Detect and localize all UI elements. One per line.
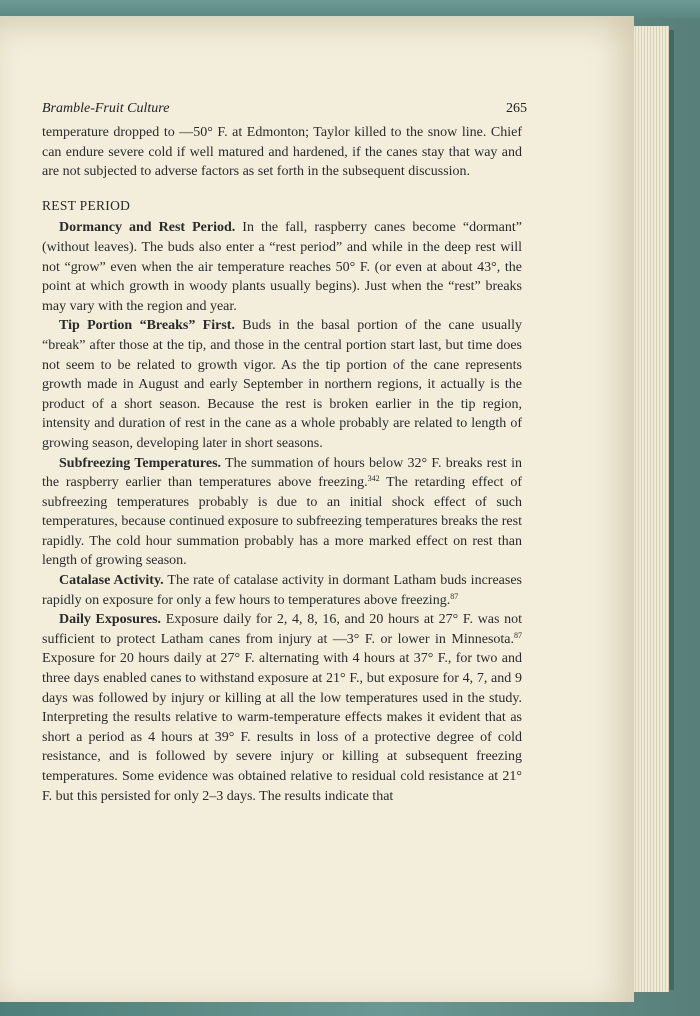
runin-heading: Daily Exposures.	[59, 612, 162, 628]
running-title: Bramble-Fruit Culture	[42, 101, 170, 116]
runin-heading: Subfreezing Temperatures.	[59, 455, 222, 471]
opening-paragraph: temperature dropped to —50° F. at Edmonton; Taylor killed to the snow line. Chief can endure severe cold if well matured and hardened, if the canes stay that way and are not subjected to adverse factors as set forth in the subsequent discussion.	[42, 125, 522, 180]
page-number: 265	[506, 101, 527, 116]
paragraph-text: Buds in the basal portion of the cane usually “break” after those at the tip, and those in the central portion start last, but time does not seem to be related to growth vigor. As the tip portion of the cane represents growth made in August and early September in northern regions, it actually is the product of a short season. Because the rest is broken earlier in the tip region, intensity and duration of rest in the cane as a whole probably are related to length of growing season, developing later in short seasons.	[42, 318, 522, 451]
reference-superscript: 342	[367, 474, 380, 484]
paragraph-catalase	[42, 571, 522, 610]
paragraph-text: The summation of hours below 32° F. breaks rest in the raspberry earlier than temperatures above freezing.	[42, 455, 522, 491]
paragraph-text-continued: The retarding effect of subfreezing temperatures probably is due to an initial shock effect of such temperatures, because continued exposure to subfreezing temperatures breaks the rest rapidly. The cold hour summation probably has a more marked effect on rest than length of growing season.	[42, 475, 522, 569]
paragraph-text-continued: Exposure for 20 hours daily at 27° F. alternating with 4 hours at 37° F., for two and three days enabled canes to withstand exposure at 21° F., but exposure for 4, 7, and 9 days was followed by injury or killing at all the low temperatures used in the study. Interpreting the results relative to warm-temperature effects makes it evident that as short a period as 4 hours at 39° F. results in loss of a protective degree of cold resistance, and is followed by severe injury or killing at subsequent freezing temperatures. Some evidence was obtained relative to residual cold resistance at 21° F. but this persisted for only 2–3 days. The results indicate that	[42, 651, 522, 804]
paragraph-subfreezing	[42, 454, 522, 572]
reference-superscript: 87	[514, 630, 522, 640]
running-header	[42, 101, 527, 121]
runin-heading: Dormancy and Rest Period.	[59, 220, 236, 236]
reference-superscript: 87	[450, 591, 459, 601]
runin-heading: Tip Portion “Breaks” First.	[59, 318, 235, 334]
paragraph-text: Exposure daily for 2, 4, 8, 16, and 20 hours at 27° F. was not sufficient to protect Latham canes from injury at —3° F. or lower in Minnesota.	[42, 612, 523, 647]
paragraph-dormancy	[42, 218, 522, 316]
page-body	[42, 123, 522, 806]
paragraph-text: In the fall, raspberry canes become “dormant” (without leaves). The buds also enter a “rest period” and while in the deep rest will not “grow” even when the air temperature reaches 50° F. (or even at about 43°, the point at which growth in woody plants usually begins). Just when the “rest” breaks may vary with the region and year.	[42, 220, 522, 314]
paragraph-text: The rate of catalase activity in dormant Latham buds increases rapidly on exposure for only a few hours to temperatures above freezing.	[42, 573, 522, 608]
paragraph-daily-exposures	[42, 610, 522, 806]
paragraph-tip-portion	[42, 316, 522, 453]
section-heading: REST PERIOD	[42, 197, 131, 213]
runin-heading: Catalase Activity.	[59, 573, 164, 589]
